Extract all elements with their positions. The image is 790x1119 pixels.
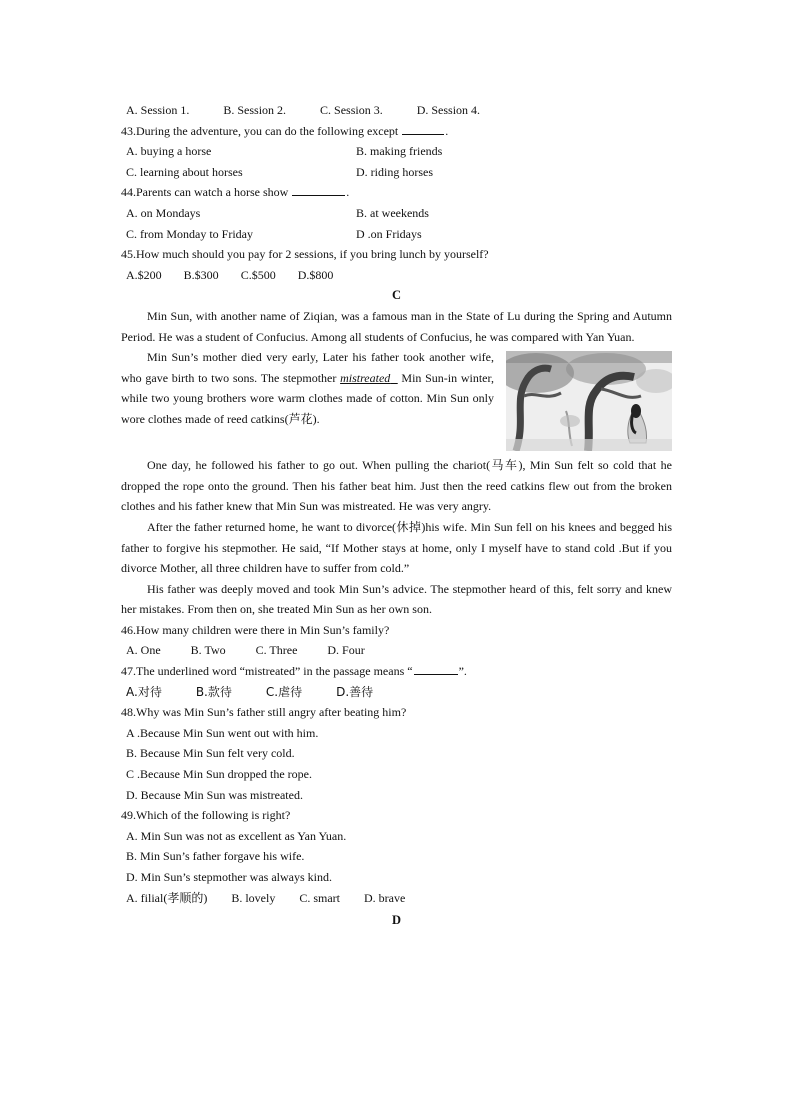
- passage-c-p4-line1: After the father returned home, he want to divorce(休掉)his wife. Min Sun: [147, 519, 513, 534]
- q42-option-a: A. Session 1.: [126, 103, 190, 117]
- q45-option-d: D.$800: [297, 267, 334, 282]
- q49-option-d: D. Min Sun’s stepmother was always kind.: [126, 870, 332, 884]
- passage-c-p5-line1: His father was deeply moved and took Min Sun’s advice. The stepmother: [147, 581, 506, 596]
- q43-option-c: C. learning about horses: [126, 164, 243, 179]
- q48-option-d: D. Because Min Sun was mistreated.: [126, 787, 303, 802]
- passage-c-p4-line3: “If Mother stays at home, only I myself have to stand cold .But if you: [325, 540, 672, 555]
- answer-blank: [292, 184, 345, 196]
- q45-option-a: A.$200: [126, 267, 162, 282]
- passage-c-p4-line2: fell on his knees and begged his father to forgive his stepmother. He said,: [121, 519, 672, 555]
- q44-stem-text: 44.Parents can watch a horse show: [121, 185, 292, 200]
- q47-stem: [121, 661, 672, 682]
- q47-stem-end: ”.: [458, 664, 467, 679]
- q46-stem: 46.How many children were there in Min Sun’s family?: [121, 622, 390, 637]
- passage-c-p2-line5: Min Sun only wore clothes made of reed catkins(芦花).: [121, 391, 495, 426]
- answer-blank: [414, 663, 458, 675]
- ink-painting-illustration: [506, 351, 672, 451]
- q43-stem-text: 43.During the adventure, you can do the following except: [121, 123, 402, 138]
- passage-c-p3-line2: Min Sun felt so cold that he dropped the rope onto the ground. Then his father: [121, 458, 672, 493]
- q48-stem: 48.Why was Min Sun’s father still angry after beating him?: [121, 705, 407, 720]
- passage-c-p3-line4: father knew that Min Sun was mistreated. He was very angry.: [195, 499, 492, 514]
- passage-c-p1-line1: Min Sun, with another name of Ziqian, was a famous man in the State of Lu: [147, 308, 521, 323]
- q43-stem: [121, 121, 672, 142]
- q42-options: [121, 100, 672, 121]
- q42-option-b: B. Session 2.: [223, 103, 287, 117]
- q44-option-d: D .on Fridays: [356, 226, 422, 241]
- q44-option-b: B. at weekends: [356, 205, 429, 220]
- section-c-heading: C: [391, 288, 402, 303]
- q44-stem: [121, 182, 672, 203]
- q47-stem-text: 47.The underlined word “mistreated” in the passage means “: [121, 664, 413, 679]
- passage-c-p5: [121, 579, 672, 620]
- q50-options: [121, 888, 672, 909]
- q44-option-a: A. on Mondays: [126, 205, 201, 220]
- q47-option-d: D.善待: [336, 684, 374, 699]
- tree-and-figure-image: [506, 351, 672, 451]
- q42-option-c: C. Session 3.: [320, 103, 383, 117]
- q43-option-b: B. making friends: [356, 144, 443, 159]
- q42-option-d: D. Session 4.: [416, 103, 481, 117]
- passage-c-p5-line2: heard of this, felt sorry and knew her mistakes. From then on, she treated Min: [121, 581, 673, 617]
- q45-options: [121, 265, 672, 286]
- passage-c-p2-line2: father took another wife, who gave birth to two sons.: [121, 350, 495, 385]
- underlined-word-mistreated: mistreated: [340, 370, 391, 385]
- passage-c-p1-line2: during the Spring and Autumn Period. He was a student of Confucius. Among all: [121, 308, 673, 344]
- q50-option-a: A. filial(孝顺的): [126, 890, 208, 905]
- q43-stem-end: .: [445, 123, 449, 138]
- q45-stem: 45.How much should you pay for 2 sessions, if you bring lunch by yourself?: [121, 247, 489, 262]
- q46-option-d: D. Four: [327, 643, 365, 658]
- section-d-heading: D: [391, 913, 402, 928]
- q45-option-b: B.$300: [183, 267, 219, 282]
- passage-c-p2-line3-before: The stepmother: [260, 370, 341, 385]
- passage-c-p3-line1: One day, he followed his father to go out. When pulling the chariot(马车),: [147, 458, 526, 473]
- q50-option-c: C. smart: [299, 890, 340, 905]
- passage-c-p1-line3: students of Confucius, he was compared with Yan Yuan.: [364, 329, 635, 344]
- q44-options: [121, 203, 672, 244]
- q46-options: [121, 640, 672, 661]
- q46-option-c: C. Three: [255, 643, 298, 658]
- answer-blank: [402, 123, 444, 135]
- q43-option-a: A. buying a horse: [126, 144, 212, 159]
- q49-option-b: B. Min Sun’s father forgave his wife.: [126, 849, 305, 864]
- passage-c-p2-line1: Min Sun’s mother died very early, Later his: [147, 350, 367, 365]
- q46-option-a: A. One: [126, 643, 161, 658]
- passage-c-p3-line3: beat him. Just then the reed catkins flew out from the broken clothes and his: [121, 478, 673, 514]
- passage-c-p4-line4: divorce Mother, all three children have to suffer from cold.”: [121, 561, 410, 576]
- passage-c-p1: [121, 306, 672, 347]
- passage-c-p5-line3: Sun as her own son.: [335, 602, 432, 617]
- q47-option-b: B.款待: [195, 684, 232, 699]
- q47-option-c: C.虐待: [265, 684, 303, 699]
- q49-stem: 49.Which of the following is right?: [121, 808, 291, 823]
- q49-option-a: A. Min Sun was not as excellent as Yan Yuan.: [126, 828, 347, 843]
- passage-c-p2-block: [121, 347, 672, 455]
- passage-c-p2-line4: two young brothers wore warm clothes made of cotton.: [151, 391, 423, 406]
- passage-c-p2-line3-after: Min Sun-in winter, while: [121, 370, 495, 406]
- passage-c-p4: [121, 517, 672, 579]
- q47-options: [121, 682, 672, 703]
- underline-pad: [390, 371, 397, 385]
- q50-option-d: D. brave: [364, 890, 406, 905]
- q43-options: [121, 141, 672, 182]
- q45-option-c: C.$500: [240, 267, 276, 282]
- q48-option-a: A .Because Min Sun went out with him.: [126, 725, 319, 740]
- passage-c-p3: [121, 455, 672, 517]
- q44-option-c: C. from Monday to Friday: [126, 226, 253, 241]
- q44-stem-end: .: [346, 185, 350, 200]
- q50-option-b: B. lovely: [231, 890, 276, 905]
- q46-option-b: B. Two: [190, 643, 226, 658]
- q48-option-c: C .Because Min Sun dropped the rope.: [126, 767, 312, 782]
- q47-option-a: A.对待: [126, 684, 162, 699]
- q43-option-d: D. riding horses: [356, 164, 433, 179]
- q48-option-b: B. Because Min Sun felt very cold.: [126, 746, 295, 761]
